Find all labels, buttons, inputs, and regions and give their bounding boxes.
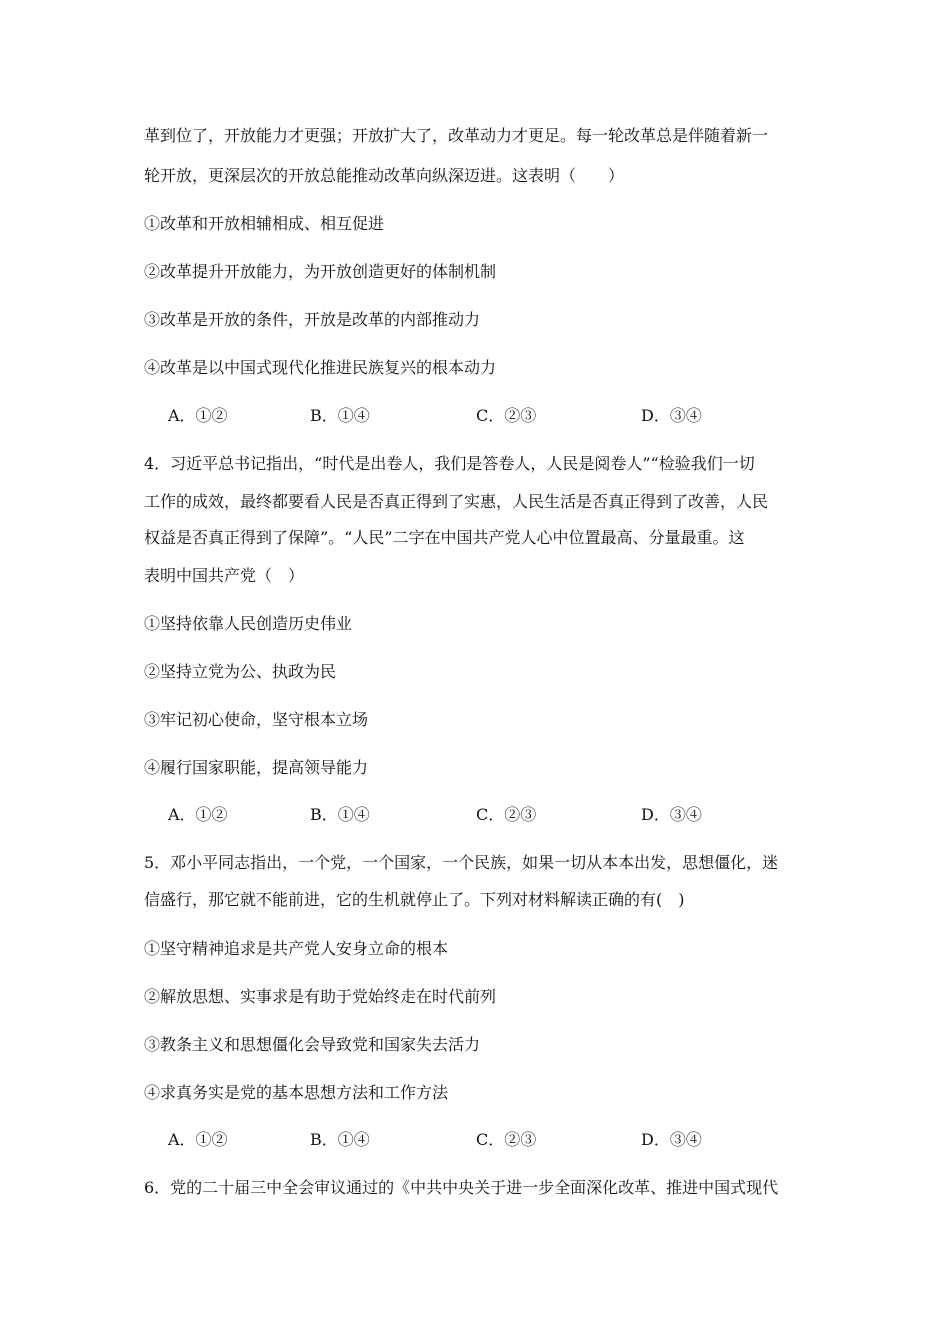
q5-choices xyxy=(168,1128,808,1152)
q3-option-1: ①改革和开放相辅相成、相互促进 xyxy=(144,214,385,233)
q3-option-3: ③改革是开放的条件，开放是改革的内部推动力 xyxy=(144,310,481,329)
q4-option-4: ④履行国家职能，提高领导能力 xyxy=(144,758,369,777)
q4-choice-b[interactable]: B．①④ xyxy=(310,805,370,824)
q3-stem-line-1: 革到位了，开放能力才更强；开放扩大了，改革动力才更足。每一轮改革总是伴随着新一 xyxy=(144,126,769,145)
q4-stem-line-2: 工作的成效，最终都要看人民是否真正得到了实惠，人民生活是否真正得到了改善，人民 xyxy=(144,492,769,511)
q3-choice-b[interactable]: B．①④ xyxy=(310,406,370,425)
q3-option-4: ④改革是以中国式现代化推进民族复兴的根本动力 xyxy=(144,358,497,377)
q4-stem-line-4: 表明中国共产党（ ） xyxy=(144,566,305,585)
q3-choice-a[interactable]: A．①② xyxy=(168,406,228,425)
q3-choice-d[interactable]: D．③④ xyxy=(641,406,702,425)
q4-choices xyxy=(168,803,808,827)
q4-choice-d[interactable]: D．③④ xyxy=(641,805,702,824)
q3-choices xyxy=(168,404,808,428)
q6-stem-line-1: 6．党的二十届三中全会审议通过的《中共中央关于进一步全面深化改革、推进中国式现代 xyxy=(144,1178,779,1197)
q5-option-2: ②解放思想、实事求是有助于党始终走在时代前列 xyxy=(144,987,497,1006)
q5-choice-c[interactable]: C．②③ xyxy=(476,1130,537,1149)
q3-stem-line-2: 轮开放，更深层次的开放总能推动改革向纵深迈进。这表明（ ） xyxy=(144,166,625,185)
q5-option-4: ④求真务实是党的基本思想方法和工作方法 xyxy=(144,1083,449,1102)
q5-option-3: ③教条主义和思想僵化会导致党和国家失去活力 xyxy=(144,1035,481,1054)
q4-option-2: ②坚持立党为公、执政为民 xyxy=(144,662,337,681)
q4-option-3: ③牢记初心使命，坚守根本立场 xyxy=(144,710,369,729)
q5-choice-b[interactable]: B．①④ xyxy=(310,1130,370,1149)
q4-stem-line-3: 权益是否真正得到了保障”。“人民”二字在中国共产党人心中位置最高、分量最重。这 xyxy=(144,528,745,547)
q4-stem-line-1: 4．习近平总书记指出，“时代是出卷人，我们是答卷人，人民是阅卷人”“检验我们一切 xyxy=(144,454,755,473)
q4-option-1: ①坚持依靠人民创造历史伟业 xyxy=(144,614,353,633)
q3-choice-c[interactable]: C．②③ xyxy=(476,406,537,425)
q5-choice-d[interactable]: D．③④ xyxy=(641,1130,702,1149)
q5-choice-a[interactable]: A．①② xyxy=(168,1130,228,1149)
q3-option-2: ②改革提升开放能力，为开放创造更好的体制机制 xyxy=(144,262,497,281)
q5-stem-line-1: 5．邓小平同志指出，一个党，一个国家，一个民族，如果一切从本本出发，思想僵化，迷 xyxy=(144,853,779,872)
q4-choice-a[interactable]: A．①② xyxy=(168,805,228,824)
q4-choice-c[interactable]: C．②③ xyxy=(476,805,537,824)
q5-stem-line-2: 信盛行，那它就不能前进，它的生机就停止了。下列对材料解读正确的有( ) xyxy=(144,890,685,909)
q5-option-1: ①坚守精神追求是共产党人安身立命的根本 xyxy=(144,939,449,958)
